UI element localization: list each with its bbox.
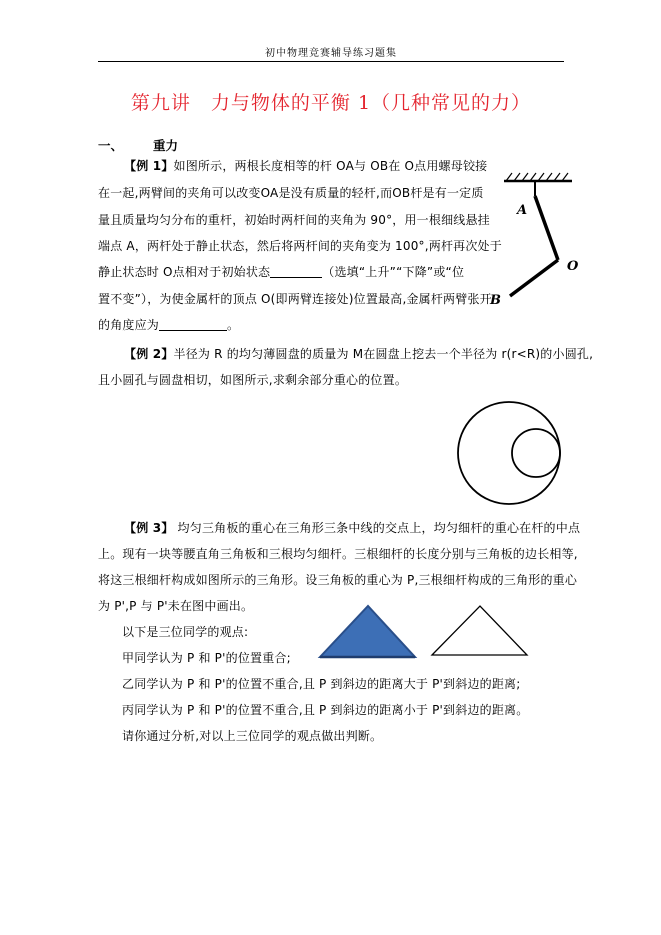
ex3-line-3: 将这三根细杆构成如图所示的三角形。设三角板的重心为 P,三根细杆构成的三角形的重心 <box>98 573 578 587</box>
header-rule <box>98 61 564 62</box>
rods-figure <box>490 168 600 318</box>
triangles-figure <box>318 604 533 664</box>
ex3-line-5: 以下是三位同学的观点: <box>122 625 249 639</box>
ex3-line-2: 上。现有一块等腰直角三角板和三根均匀细杆。三根细杆的长度分别与三角板的边长相等, <box>98 547 578 561</box>
rod-oa <box>535 196 558 260</box>
label-o: O <box>567 259 579 274</box>
ex1-line-3: 量且质量均匀分布的重杆，初始时两杆间的夹角为 90°，用一根细线悬挂 <box>98 213 490 227</box>
running-header: 初中物理竞赛辅导练习题集 <box>265 48 397 59</box>
rod-triangle <box>432 606 527 655</box>
ex1-line-2: 在一起,两臂间的夹角可以改变OA是没有质量的轻杆,而OB杆是有一定质 <box>98 186 484 200</box>
large-disc <box>458 402 560 504</box>
ex3-line-9: 请你通过分析,对以上三位同学的观点做出判断。 <box>122 729 383 743</box>
ex1-line-5: 静止状态时 O点相对于初始状态 （选填“上升”“下降”或“位 <box>98 265 465 279</box>
ex2-tag: 【例 2】 <box>124 347 174 361</box>
small-hole <box>512 429 560 477</box>
label-a: A <box>517 203 528 218</box>
ex3-line-8: 丙同学认为 P 和 P'的位置不重合,且 P 到斜边的距离小于 P'到斜边的距离。 <box>122 703 529 717</box>
section-number: 一、 <box>98 138 124 153</box>
ex1-tag: 【例 1】 <box>124 159 174 173</box>
ex3-line-7: 乙同学认为 P 和 P'的位置不重合,且 P 到斜边的距离大于 P'到斜边的距离; <box>122 677 521 691</box>
section-name: 重力 <box>153 138 179 153</box>
ex1-line-4: 端点 A，两杆处于静止状态，然后将两杆间的夹角变为 100°,两杆再次处于 <box>98 239 502 253</box>
ex3-line-6: 甲同学认为 P 和 P'的位置重合; <box>122 651 291 665</box>
ex3-line-4: 为 P',P 与 P'未在图中画出。 <box>98 599 254 613</box>
ex2-line-1: 【例 2】半径为 R 的均匀薄圆盘的质量为 M在圆盘上挖去一个半径为 r(r<R)的小圆孔, <box>124 347 594 361</box>
ex1-blank-1 <box>270 265 322 278</box>
rod-ob <box>510 260 558 296</box>
label-b: B <box>490 293 501 308</box>
ex1-blank-2 <box>159 318 227 331</box>
solid-triangle-plate <box>320 606 415 657</box>
ex2-line-2: 且小圆孔与圆盘相切，如图所示,求剩余部分重心的位置。 <box>98 373 408 387</box>
section-heading <box>98 136 178 154</box>
ex3-line-1: 【例 3】 均匀三角板的重心在三角形三条中线的交点上，均匀细杆的重心在杆的中点 <box>124 521 581 535</box>
ex1-line-7: 的角度应为 。 <box>98 318 240 332</box>
ex1-line-1: 【例 1】如图所示，两根长度相等的杆 OA与 OB在 O点用螺母铰接 <box>124 159 488 173</box>
page-title: 第九讲 力与物体的平衡 1（几种常见的力） <box>130 92 532 114</box>
ex3-tag: 【例 3】 <box>124 521 174 535</box>
ex1-line-6: 置不变”），为使金属杆的顶点 O(即两臂连接处)位置最高,金属杆两臂张开 <box>98 292 492 306</box>
disc-figure <box>456 400 566 510</box>
